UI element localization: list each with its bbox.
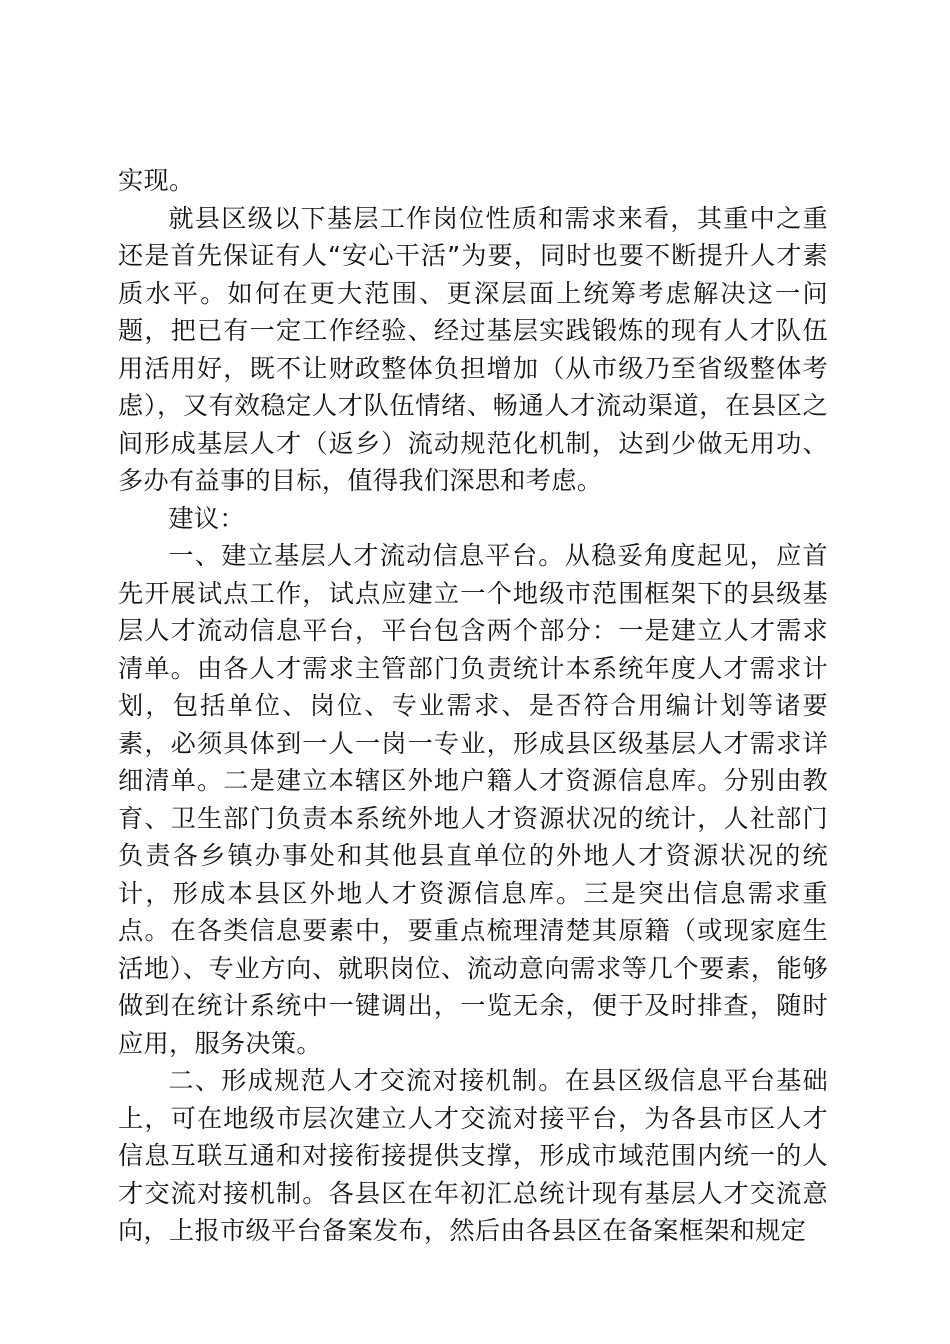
paragraph-suggestion-heading: 建议：: [168, 503, 245, 533]
paragraph-suggestion-two: 二、形成规范人才交流对接机制。在县区级信息平台基础上，可在地级市层次建立人才交流对接平台，为各县市区人才信息互联互通和对接衔接提供支撑，形成市域范围内统一的人才交流对接机制。各县区在年初汇总统计现有基层人才交流意向，上报市级平台备案发布，然后由各县区在备案框架和规定: [118, 1066, 828, 1245]
paragraph-background: 就县区级以下基层工作岗位性质和需求来看，其重中之重还是首先保证有人“安心干活”为要，同时也要不断提升人才素质水平。如何在更大范围、更深层面上统筹考虑解决这一问题，把已有一定工作经验、经过基层实践锻炼的现有人才队伍用活用好，既不让财政整体负担增加（从市级乃至省级整体考虑），又有效稳定人才队伍情绪、畅通人才流动渠道，在县区之间形成基层人才（返乡）流动规范化机制，达到少做无用功、多办有益事的目标，值得我们深思和考虑。: [118, 203, 828, 495]
document-page: [118, 162, 828, 1250]
paragraph-continuation: 实现。: [118, 166, 195, 195]
paragraph-suggestion-one: 一、建立基层人才流动信息平台。从稳妥角度起见，应首先开展试点工作，试点应建立一个地级市范围框架下的县级基层人才流动信息平台，平台包含两个部分：一是建立人才需求清单。由各人才需求主管部门负责统计本系统年度人才需求计划，包括单位、岗位、专业需求、是否符合用编计划等诸要素，必须具体到一人一岗一专业，形成县区级基层人才需求详细清单。二是建立本辖区外地户籍人才资源信息库。分别由教育、卫生部门负责本系统外地人才资源状况的统计，人社部门负责各乡镇办事处和其他县直单位的外地人才资源状况的统计，形成本县区外地人才资源信息库。三是突出信息需求重点。在各类信息要素中，要重点梳理清楚其原籍（或现家庭生活地）、专业方向、就职岗位、流动意向需求等几个要素，能够做到在统计系统中一键调出，一览无余，便于及时排查，随时应用，服务决策。: [118, 541, 828, 1058]
